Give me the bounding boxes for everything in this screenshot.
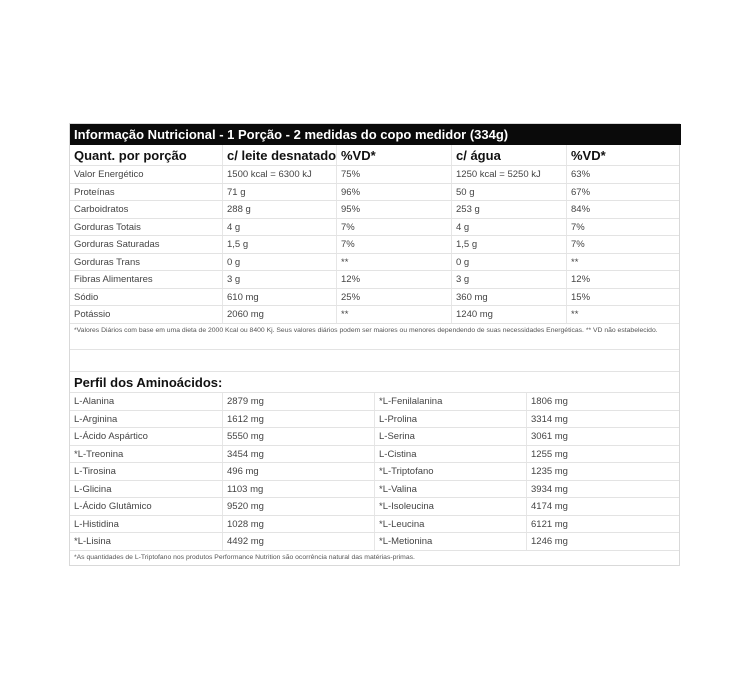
- amino-value-right: 3934 mg: [526, 481, 679, 498]
- value-skim-milk: 2060 mg: [222, 306, 336, 323]
- dv-water: 7%: [566, 219, 679, 236]
- amino-row: [70, 393, 679, 411]
- amino-name-left: L-Histidina: [74, 518, 119, 530]
- value-water: 360 mg: [451, 289, 566, 306]
- amino-row: [70, 516, 679, 534]
- value-skim-milk: 288 g: [222, 201, 336, 218]
- amino-name-left: L-Ácido Aspártico: [74, 431, 148, 442]
- amino-value-left: 9520 mg: [222, 498, 374, 515]
- amino-name-left: L-Arginina: [74, 413, 118, 425]
- dv-skim-milk: **: [336, 306, 451, 323]
- nutrition-row: [70, 254, 679, 272]
- amino-name-right: L-Serina: [374, 428, 526, 445]
- nutrition-row: [70, 201, 679, 219]
- value-skim-milk: 0 g: [222, 254, 336, 271]
- amino-value-right: 4174 mg: [526, 498, 679, 515]
- dv-skim-milk: 25%: [336, 289, 451, 306]
- dv-water: 7%: [566, 236, 679, 253]
- nutrient-name: Carboidratos: [74, 204, 129, 215]
- value-water: 1,5 g: [451, 236, 566, 253]
- value-skim-milk: 1500 kcal = 6300 kJ: [222, 166, 336, 183]
- amino-name-left: *L-Treonina: [74, 448, 124, 460]
- header-with-water: c/ água: [451, 145, 566, 165]
- nutrient-name: Sódio: [74, 291, 99, 303]
- amino-value-left: 496 mg: [222, 463, 374, 480]
- amino-row: [70, 411, 679, 429]
- nutrient-name: Gorduras Trans: [74, 256, 140, 268]
- amino-value-right: 1806 mg: [526, 393, 679, 410]
- nutrition-row: [70, 306, 679, 324]
- nutrition-facts-panel: [69, 123, 680, 566]
- amino-row: [70, 533, 679, 551]
- amino-value-left: 1612 mg: [222, 411, 374, 428]
- amino-row: [70, 428, 679, 446]
- value-water: 3 g: [451, 271, 566, 288]
- dv-water: **: [566, 254, 679, 271]
- dv-skim-milk: 7%: [336, 236, 451, 253]
- amino-name-right: *L-Fenilalanina: [374, 393, 526, 410]
- dv-skim-milk: 75%: [336, 166, 451, 183]
- dv-skim-milk: 12%: [336, 271, 451, 288]
- amino-section-title: Perfil dos Aminoácidos:: [70, 371, 679, 393]
- amino-value-left: 4492 mg: [222, 533, 374, 550]
- amino-value-right: 3314 mg: [526, 411, 679, 428]
- spacer-row: [70, 350, 679, 372]
- footnote-daily-values: *Valores Diários com base em uma dieta de 2000 Kcal ou 8400 Kj. Seus valores diários podem ser maiores ou menores dependendo de suas necessidades Energéticas. ** VD não estabelecido.: [70, 323, 679, 350]
- value-water: 4 g: [451, 219, 566, 236]
- nutrient-name: Gorduras Totais: [74, 221, 141, 233]
- value-water: 253 g: [451, 201, 566, 218]
- nutrient-name: Proteínas: [74, 186, 115, 198]
- amino-name-left: L-Tirosina: [74, 466, 116, 477]
- value-skim-milk: 610 mg: [222, 289, 336, 306]
- value-water: 1240 mg: [451, 306, 566, 323]
- amino-name-right: *L-Triptofano: [374, 463, 526, 480]
- amino-name-left: L-Glicina: [74, 483, 112, 495]
- amino-value-left: 1028 mg: [222, 516, 374, 533]
- dv-water: 67%: [566, 184, 679, 201]
- value-skim-milk: 71 g: [222, 184, 336, 201]
- dv-water: **: [566, 306, 679, 323]
- amino-row: [70, 446, 679, 464]
- amino-value-left: 3454 mg: [222, 446, 374, 463]
- nutrition-row: [70, 236, 679, 254]
- amino-name-right: *L-Isoleucina: [374, 498, 526, 515]
- nutrition-row: [70, 166, 679, 184]
- amino-name-left: L-Alanina: [74, 396, 115, 407]
- dv-skim-milk: 95%: [336, 201, 451, 218]
- value-skim-milk: 1,5 g: [222, 236, 336, 253]
- nutrition-row: [70, 289, 679, 307]
- amino-value-right: 6121 mg: [526, 516, 679, 533]
- dv-water: 15%: [566, 289, 679, 306]
- nutrient-name: Valor Energético: [74, 169, 144, 180]
- nutrition-row: [70, 184, 679, 202]
- value-skim-milk: 3 g: [222, 271, 336, 288]
- footnote-tryptophan: *As quantidades de L-Triptofano nos produtos Performance Nutrition são ocorrência natural das matérias-primas.: [74, 554, 415, 561]
- amino-value-right: 1255 mg: [526, 446, 679, 463]
- nutrition-row: [70, 271, 679, 289]
- table-title: Informação Nutricional - 1 Porção - 2 medidas do copo medidor (334g): [70, 124, 681, 145]
- dv-water: 63%: [566, 166, 679, 183]
- amino-row: [70, 481, 679, 499]
- amino-row: [70, 498, 679, 516]
- value-skim-milk: 4 g: [222, 219, 336, 236]
- header-quantity: Quant. por porção: [74, 148, 187, 163]
- value-water: 0 g: [451, 254, 566, 271]
- nutrient-name: Fibras Alimentares: [74, 274, 153, 285]
- amino-value-right: 1246 mg: [526, 533, 679, 550]
- header-with-skim-milk: c/ leite desnatado: [222, 145, 336, 165]
- amino-name-left: *L-Lisina: [74, 536, 111, 547]
- header-dv-water: %VD*: [566, 145, 679, 165]
- dv-skim-milk: 7%: [336, 219, 451, 236]
- nutrient-name: Potássio: [74, 309, 111, 320]
- amino-value-left: 5550 mg: [222, 428, 374, 445]
- amino-name-right: L-Cistina: [374, 446, 526, 463]
- amino-name-left: L-Ácido Glutâmico: [74, 501, 152, 512]
- nutrient-name: Gorduras Saturadas: [74, 239, 160, 250]
- amino-name-right: *L-Valina: [374, 481, 526, 498]
- amino-name-right: *L-Metionina: [374, 533, 526, 550]
- amino-value-left: 1103 mg: [222, 481, 374, 498]
- amino-value-left: 2879 mg: [222, 393, 374, 410]
- dv-skim-milk: 96%: [336, 184, 451, 201]
- amino-value-right: 1235 mg: [526, 463, 679, 480]
- nutrition-row: [70, 219, 679, 237]
- header-dv-milk: %VD*: [336, 145, 451, 165]
- value-water: 1250 kcal = 5250 kJ: [451, 166, 566, 183]
- dv-water: 12%: [566, 271, 679, 288]
- amino-row: [70, 463, 679, 481]
- amino-value-right: 3061 mg: [526, 428, 679, 445]
- dv-skim-milk: **: [336, 254, 451, 271]
- header-row: [70, 145, 679, 166]
- value-water: 50 g: [451, 184, 566, 201]
- amino-name-right: *L-Leucina: [374, 516, 526, 533]
- dv-water: 84%: [566, 201, 679, 218]
- amino-name-right: L-Prolina: [374, 411, 526, 428]
